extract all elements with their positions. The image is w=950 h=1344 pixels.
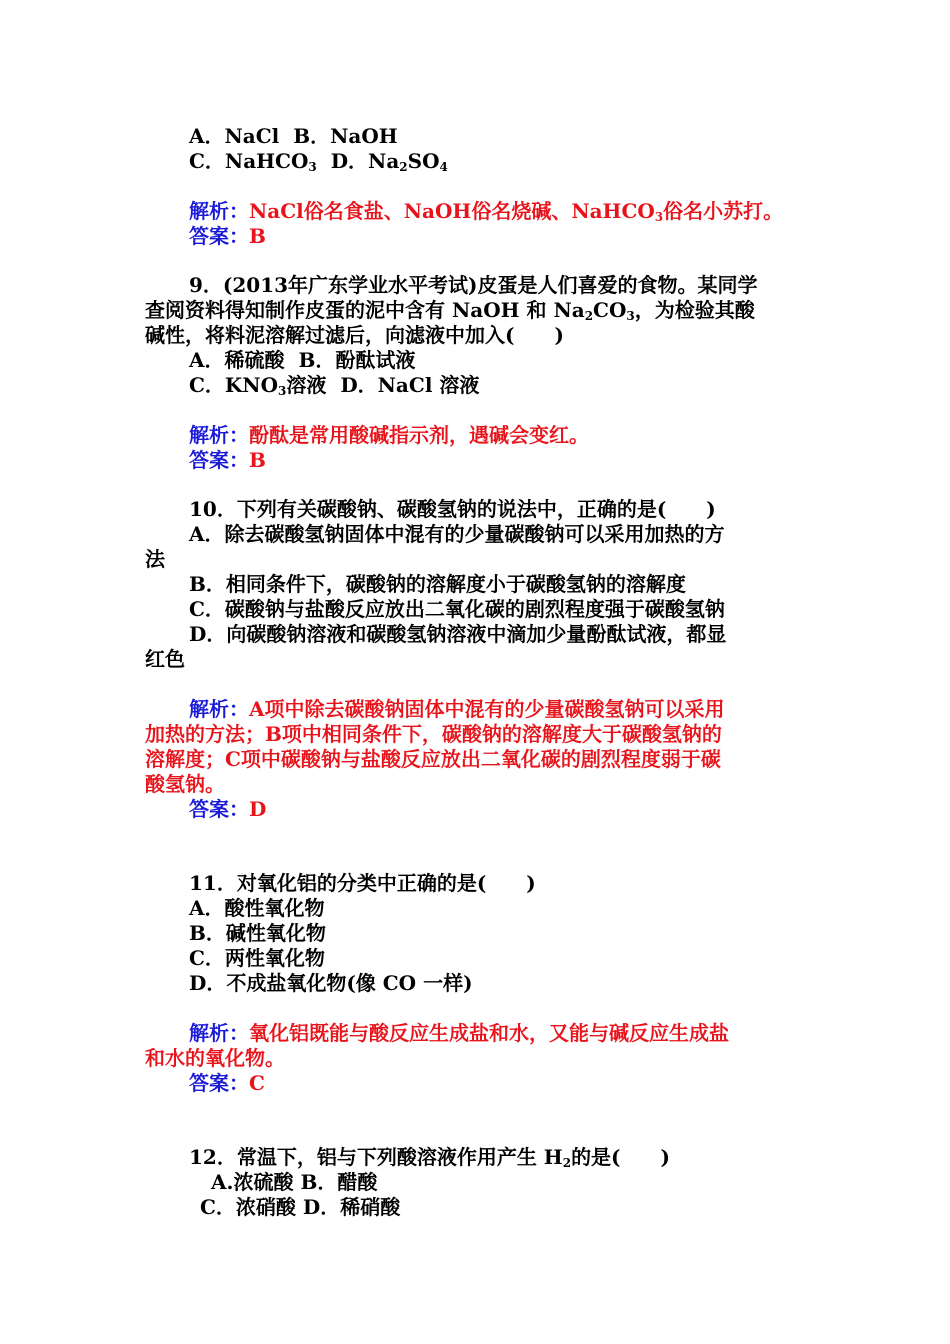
q9-answer xyxy=(189,448,854,473)
q10-stem: 10．下列有关碳酸钠、碳酸氢钠的说法中，正确的是( ) xyxy=(189,497,716,521)
q8-option-c: C．NaHCO$_3$ xyxy=(189,149,317,174)
q8-options-cd xyxy=(189,149,854,174)
q9-analysis xyxy=(189,423,854,448)
q8-analysis xyxy=(189,199,854,224)
analysis-label: 解析： xyxy=(189,1021,249,1045)
q8-option-d: D．$Na_2SO_4$ xyxy=(330,149,448,174)
q8-answer-value: B xyxy=(249,224,266,248)
q11-option-b: B．碱性氧化物 xyxy=(189,921,326,945)
q8-option-a: A．NaCl xyxy=(189,124,280,148)
q8-options-ab xyxy=(189,124,854,149)
q11-analysis-line2: 和水的氧化物。 xyxy=(145,1046,285,1070)
q9-option-a: A．稀硫酸 xyxy=(189,348,285,372)
q9-option-d: D．NaCl 溶液 xyxy=(340,373,480,397)
q11-answer-value: C xyxy=(249,1071,265,1095)
analysis-label: 解析： xyxy=(189,423,249,447)
q10-option-a-line1: A．除去碳酸氢钠固体中混有的少量碳酸钠可以采用加热的方 xyxy=(189,522,725,546)
q10-analysis-line3: 溶解度；C项中碳酸钠与盐酸反应放出二氧化碳的剧烈程度弱于碳 xyxy=(145,747,721,771)
analysis-label: 解析： xyxy=(189,199,249,223)
q10-analysis-line4: 酸氢钠。 xyxy=(145,772,225,796)
q10-option-d-line1: D．向碳酸钠溶液和碳酸氢钠溶液中滴加少量酚酞试液，都显 xyxy=(189,622,727,646)
q10-analysis-line1: 解析：A项中除去碳酸钠固体中混有的少量碳酸氢钠可以采用 xyxy=(189,697,725,721)
q9-options-ab xyxy=(189,348,854,373)
q11-option-c: C．两性氧化物 xyxy=(189,946,325,970)
q9-option-c: C．$KNO_3$溶液 xyxy=(189,373,327,398)
q9-stem-line1: 9．(2013年广东学业水平考试)皮蛋是人们喜爱的食物。某同学 xyxy=(189,273,758,297)
q10-option-d-line2: 红色 xyxy=(145,647,185,671)
q11-option-d: D．不成盐氧化物(像 CO 一样) xyxy=(189,971,473,995)
q9-option-b: B．酚酞试液 xyxy=(298,348,416,372)
q9-stem-line2: 查阅资料得知制作皮蛋的泥中含有 NaOH 和 $Na_2CO_3$，为检验其酸 xyxy=(145,298,755,323)
answer-label: 答案： xyxy=(189,1071,249,1095)
q12-options-ab: A.浓硫酸 B．醋酸 xyxy=(211,1170,378,1194)
answer-label: 答案： xyxy=(189,448,249,472)
q10-answer xyxy=(189,797,854,822)
q9-stem-line3: 碱性，将料泥溶解过滤后，向滤液中加入( ) xyxy=(145,323,564,347)
q11-option-a: A．酸性氧化物 xyxy=(189,896,325,920)
q10-option-c: C．碳酸钠与盐酸反应放出二氧化碳的剧烈程度强于碳酸氢钠 xyxy=(189,597,725,621)
q8-option-b: B．NaOH xyxy=(293,124,398,148)
q10-analysis-line2: 加热的方法；B项中相同条件下，碳酸钠的溶解度大于碳酸氢钠的 xyxy=(145,722,722,746)
q11-analysis-line1: 解析：氧化铝既能与酸反应生成盐和水，又能与碱反应生成盐 xyxy=(189,1021,729,1045)
q9-answer-value: B xyxy=(249,448,266,472)
analysis-label: 解析： xyxy=(189,697,249,721)
q11-stem: 11．对氧化铝的分类中正确的是( ) xyxy=(189,871,536,895)
q10-option-a-line2: 法 xyxy=(145,547,165,571)
q8-answer xyxy=(189,224,854,249)
q12-options-cd: C．浓硝酸 D．稀硝酸 xyxy=(200,1195,401,1219)
q9-analysis-text: 酚酞是常用酸碱指示剂，遇碱会变红。 xyxy=(249,423,589,447)
q11-answer xyxy=(189,1071,854,1096)
answer-label: 答案： xyxy=(189,797,249,821)
q8-analysis-text: NaCl俗名食盐、NaOH俗名烧碱、NaHCO$_3$俗名小苏打。 xyxy=(249,199,784,224)
q9-options-cd xyxy=(189,373,854,398)
q12-stem: 12．常温下，铝与下列酸溶液作用产生 $H_2$的是( ) xyxy=(189,1145,670,1170)
answer-label: 答案： xyxy=(189,224,249,248)
q10-option-b: B．相同条件下，碳酸钠的溶解度小于碳酸氢钠的溶解度 xyxy=(189,572,686,596)
q10-answer-value: D xyxy=(249,797,267,821)
